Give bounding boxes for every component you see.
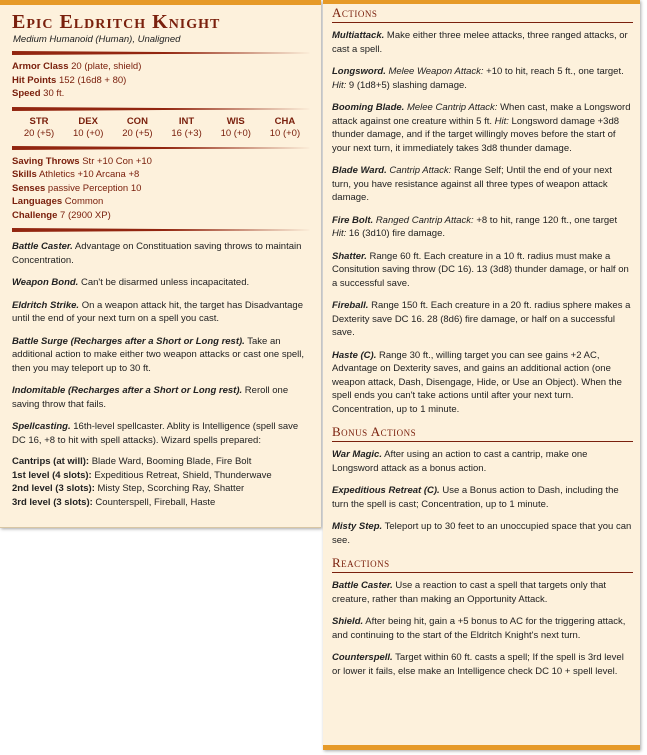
action-haste: Haste (C). Range 30 ft., willing target you can see gains +2 AC, Advantage on Dexterity saves, and gains an additional action (one weapon attack, Dash, Disengage, Hide, or Use an Object). When the spell ends you can't take actions until after your next turn. Concentration, up to 1 minute.	[332, 349, 622, 415]
speed-line: Speed 30 ft.	[12, 88, 65, 99]
trait-spellcasting: Spellcasting. 16th-level spellcaster. Ablity is Intelligence (spell save DC 16, +8 to hit with spell attacks). Wizard spells prepared:	[12, 421, 299, 446]
trait-eldritch-strike: Eldritch Strike. On a weapon attack hit, the target has Disadvantage until the end of your next turn on a spell you cast.	[12, 299, 303, 324]
ability-scores	[12, 116, 312, 140]
action-shatter: Shatter. Range 60 ft. Each creature in a 10 ft. radius must make a Consitution saving throw (DC 16). 13 (3d8) thunder damage, or half on a successful save.	[332, 250, 629, 289]
ability-str: STR 20 (+5)	[23, 115, 55, 139]
reactions-heading: Reactions	[332, 555, 633, 573]
speed-value: 30 ft.	[43, 88, 65, 99]
bonus-action-expeditious-retreat: Expeditious Retreat (C). Use a Bonus action to Dash, including the turn the spell is cast; Concentration, up to 1 minute.	[332, 485, 619, 510]
action-multiattack: Multiattack. Make either three melee attacks, three ranged attacks, or cast a spell.	[332, 30, 628, 55]
action-blade-ward: Blade Ward. Cantrip Attack: Range Self; Until the end of your next turn, you have resistance against all three types of weapon attack damage.	[332, 165, 612, 203]
armor-class-line: Armor Class 20 (plate, shield)	[12, 61, 142, 72]
senses-line: Senses passive Perception 10	[12, 182, 142, 194]
stat-block-right-column	[323, 0, 640, 750]
reaction-shield: Shield. After being hit, gain a +5 bonus to AC for the triggering attack, and continuing to the start of the Eldritch Knight's next turn.	[332, 616, 626, 641]
reaction-battle-caster: Battle Caster. Use a reaction to cast a spell that targets only that creature, rather than making an Opportunity Attack.	[332, 580, 607, 605]
action-fireball: Fireball. Range 150 ft. Each creature in a 20 ft. radius sphere makes a Dexterity save DC 16. 28 (8d6) fire damage, or half on a successful save.	[332, 300, 631, 338]
trait-battle-caster: Battle Caster. Advantage on Constituation saving throws to maintain Concentration.	[12, 241, 302, 266]
divider	[12, 146, 312, 150]
hit-points-value: 152 (16d8 + 80)	[58, 74, 127, 86]
actions-heading: Actions	[332, 5, 633, 23]
spell-list-cantrips: Cantrips (at will): Blade Ward, Booming Blade, Fire Bolt	[12, 456, 252, 467]
languages-line: Languages Common	[12, 196, 104, 207]
challenge-line: Challenge 7 (2900 XP)	[12, 209, 111, 221]
spell-list-3rd: 3rd level (3 slots): Counterspell, Fireball, Haste	[12, 496, 216, 508]
spell-list-2nd: 2nd level (3 slots): Misty Step, Scorching Ray, Shatter	[12, 483, 245, 494]
bonus-action-war-magic: War Magic. After using an action to cast a cantrip, make one Longsword attack as a bonus action.	[332, 449, 588, 474]
action-fire-bolt: Fire Bolt. Ranged Cantrip Attack: +8 to hit, range 120 ft., one target Hit: 16 (3d10) fire damage.	[332, 214, 618, 239]
trait-indomitable: Indomitable (Recharges after a Short or Long rest). Reroll one saving throw that fails.	[12, 385, 289, 410]
divider	[12, 51, 312, 55]
ability-cha: CHA 10 (+0)	[269, 115, 301, 139]
ability-int: INT 16 (+3)	[171, 115, 202, 139]
skills-line: Skills Athletics +10 Arcana +8	[12, 169, 140, 180]
saving-throws-line: Saving Throws Str +10 Con +10	[12, 155, 152, 167]
trait-weapon-bond: Weapon Bond. Can't be disarmed unless incapacitated.	[12, 277, 250, 288]
action-booming-blade: Booming Blade. Melee Cantrip Attack: When cast, make a Longsword attack against one creature within 5 ft. Hit: Longsword damage +3d8 thunder damage, and if the target willingly moves before the start of your next turn, it immediately takes 3d8 thunder damage.	[332, 102, 631, 154]
trait-battle-surge: Battle Surge (Recharges after a Short or Long rest). Take an additional action to make either two weapon attacks or cast one spell, then you may teleport up to 30 ft.	[12, 335, 305, 374]
armor-class-value: 20 (plate, shield)	[71, 61, 142, 72]
ability-con: CON 20 (+5)	[122, 115, 153, 139]
monster-meta: Medium Humanoid (Human), Unaligned	[13, 34, 181, 45]
bonus-actions-heading: Bonus Actions	[332, 424, 633, 442]
reaction-counterspell: Counterspell. Target within 60 ft. casts a spell; If the spell is 3rd level or lower it fails, else make an Intelligence check DC 10 + spell level.	[332, 652, 624, 677]
spell-list-1st: 1st level (4 slots): Expeditious Retreat, Shield, Thunderwave	[12, 469, 272, 481]
divider	[12, 107, 312, 111]
ability-wis: WIS 10 (+0)	[220, 115, 251, 139]
hit-points-line: Hit Points 152 (16d8 + 80)	[12, 74, 127, 86]
monster-name: Epic Eldritch Knight	[12, 11, 221, 33]
ability-dex: DEX 10 (+0)	[73, 115, 104, 139]
action-longsword: Longsword. Melee Weapon Attack: +10 to hit, reach 5 ft., one target. Hit: 9 (1d8+5) slashing damage.	[332, 66, 624, 91]
stat-block-left-column	[0, 0, 321, 528]
bonus-action-misty-step: Misty Step. Teleport up to 30 feet to an unoccupied space that you can see.	[332, 521, 632, 546]
divider	[12, 228, 312, 232]
